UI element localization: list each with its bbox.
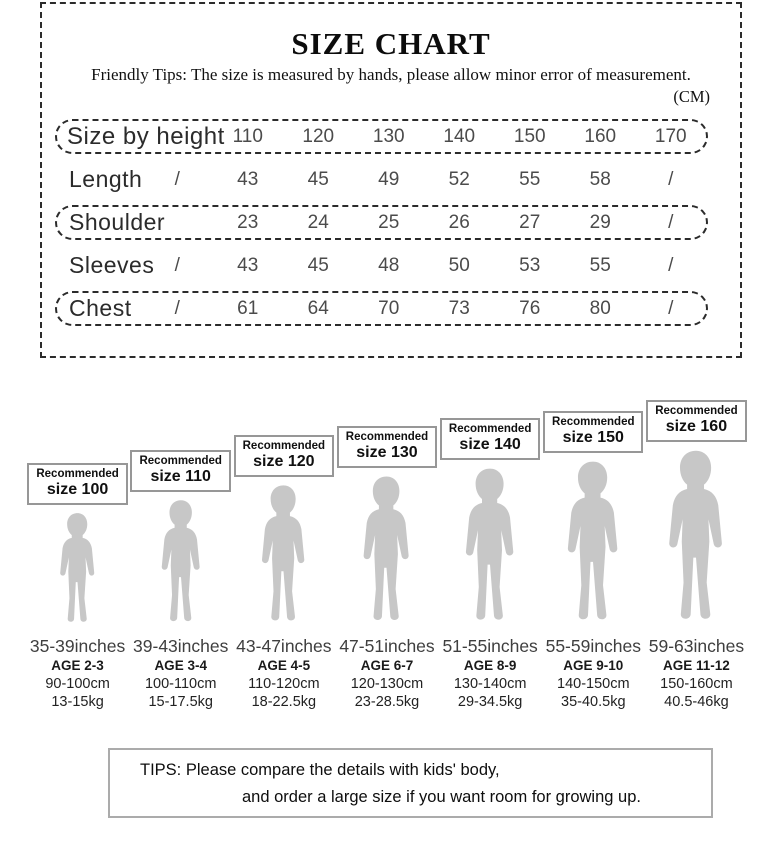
table-cell: 80 <box>589 297 611 319</box>
recommended-size-box <box>234 435 334 477</box>
size-label: size 110 <box>150 468 211 485</box>
height-cm: 140-150cm <box>557 676 630 692</box>
table-cell: 140 <box>443 125 476 147</box>
height-cm: 110-120cm <box>248 676 320 692</box>
table-cell: 55 <box>519 168 541 190</box>
size-label: size 100 <box>46 481 109 498</box>
weight-kg: 35-40.5kg <box>561 694 626 710</box>
child-silhouette-icon <box>359 475 414 627</box>
recommended-size-box <box>27 463 127 505</box>
figure-caption <box>30 636 125 708</box>
table-cell: 170 <box>654 125 687 147</box>
size-table-panel <box>40 2 742 358</box>
figure-caption <box>442 636 537 708</box>
height-cm: 120-130cm <box>350 676 424 692</box>
height-inches: 51-55inches <box>442 636 538 656</box>
height-inches: 59-63inches <box>648 636 745 656</box>
figure-column-size-140 <box>439 392 542 708</box>
table-cell: 43 <box>237 254 259 276</box>
table-cell: 76 <box>519 297 541 319</box>
table-row-length <box>55 162 708 197</box>
table-cell: 49 <box>378 168 400 190</box>
figure-caption <box>236 636 331 708</box>
row-label: Sleeves <box>69 252 155 278</box>
table-cell: 23 <box>237 211 259 233</box>
child-silhouette-icon <box>563 460 623 627</box>
table-row-size-by-height <box>55 119 708 154</box>
tips-box <box>108 748 713 818</box>
age-range: AGE 11-12 <box>663 658 730 673</box>
table-cell: / <box>174 297 180 319</box>
friendly-tips-text: Friendly Tips: The size is measured by hands, please allow minor error of measurement. <box>91 65 691 84</box>
weight-kg: 23-28.5kg <box>354 694 420 710</box>
height-inches: 43-47inches <box>236 636 332 656</box>
unit-label: (CM) <box>673 87 710 106</box>
figure-column-size-130 <box>335 392 438 708</box>
table-cell: 64 <box>307 297 329 319</box>
table-cell: 130 <box>372 125 405 147</box>
recommended-size-box <box>440 418 540 460</box>
size-label: size 130 <box>356 444 418 461</box>
table-cell: 160 <box>584 125 617 147</box>
weight-kg: 40.5-46kg <box>664 694 729 710</box>
recommended-label: Recommended <box>552 416 635 428</box>
table-cell: / <box>174 168 180 190</box>
size-label: size 150 <box>562 429 624 446</box>
table-row-shoulder <box>55 205 708 240</box>
table-cell: 110 <box>232 125 263 147</box>
child-silhouette-icon <box>158 499 204 627</box>
recommended-label: Recommended <box>36 468 119 480</box>
weight-kg: 13-15kg <box>51 694 104 710</box>
table-cell: 73 <box>448 297 470 319</box>
figure-column-size-110 <box>129 392 232 708</box>
height-cm: 150-160cm <box>660 676 733 692</box>
age-range: AGE 8-9 <box>463 658 517 673</box>
table-cell: 27 <box>519 211 541 233</box>
size-label: size 120 <box>253 453 315 470</box>
page-title: SIZE CHART <box>291 26 491 61</box>
recommended-size-box <box>337 426 437 468</box>
recommended-label: Recommended <box>345 431 429 443</box>
table-cell: 45 <box>307 168 329 190</box>
child-silhouette-icon <box>461 467 519 627</box>
weight-kg: 18-22.5kg <box>251 694 317 710</box>
child-silhouette-icon <box>664 449 728 627</box>
child-silhouette-icon <box>258 484 309 627</box>
height-inches: 35-39inches <box>29 636 126 656</box>
table-cell: 25 <box>378 211 400 233</box>
table-cell: 26 <box>448 211 470 233</box>
age-range: AGE 4-5 <box>257 658 311 673</box>
table-cell: / <box>668 168 674 190</box>
recommended-label: Recommended <box>448 423 532 435</box>
row-label: Shoulder <box>69 209 166 235</box>
figure-caption <box>649 636 744 708</box>
table-cell: 150 <box>513 125 546 147</box>
size-label: size 160 <box>665 418 728 435</box>
table-cell: 48 <box>378 254 400 276</box>
table-cell: / <box>668 254 674 276</box>
table-cell: 50 <box>448 254 470 276</box>
table-cell: 120 <box>302 125 335 147</box>
age-range: AGE 3-4 <box>154 658 207 673</box>
table-cell: 43 <box>237 168 259 190</box>
size-label: size 140 <box>459 436 521 453</box>
recommended-label: Recommended <box>655 405 738 417</box>
height-cm: 90-100cm <box>45 676 110 692</box>
table-row-chest <box>55 291 708 326</box>
height-cm: 130-140cm <box>453 676 527 692</box>
table-cell: 53 <box>519 254 541 276</box>
weight-kg: 29-34.5kg <box>457 694 523 710</box>
recommended-size-box <box>130 450 230 492</box>
age-range: AGE 6-7 <box>360 658 414 673</box>
age-range: AGE 9-10 <box>563 658 624 673</box>
tips-line-1: TIPS: Please compare the details with kids' body, <box>140 761 500 779</box>
table-cell: 29 <box>589 211 611 233</box>
weight-kg: 15-17.5kg <box>148 694 213 710</box>
recommended-label: Recommended <box>242 440 326 452</box>
figure-column-size-100 <box>26 392 129 708</box>
table-cell: 45 <box>307 254 329 276</box>
figure-column-size-120 <box>232 392 335 708</box>
row-label: Length <box>69 166 143 192</box>
height-inches: 39-43inches <box>133 636 229 656</box>
tips-line-2: and order a large size if you want room for growing up. <box>242 788 641 806</box>
table-cell: 55 <box>589 254 611 276</box>
table-cell: 61 <box>237 297 259 319</box>
recommended-size-box <box>646 400 746 442</box>
row-label: Size by height <box>67 122 225 150</box>
recommended-label: Recommended <box>139 455 222 467</box>
figure-caption <box>339 636 434 708</box>
table-cell: / <box>174 254 180 276</box>
age-range: AGE 2-3 <box>51 658 104 673</box>
table-cell: 70 <box>378 297 400 319</box>
figure-caption <box>546 636 641 708</box>
figure-caption <box>133 636 228 708</box>
table-row-sleeves <box>55 248 708 283</box>
table-cell: / <box>668 297 674 319</box>
table-cell: 52 <box>448 168 470 190</box>
figure-column-size-150 <box>542 392 645 708</box>
height-inches: 47-51inches <box>339 636 435 656</box>
table-cell: 24 <box>307 211 329 233</box>
height-inches: 55-59inches <box>545 636 641 656</box>
figures-section <box>26 392 748 708</box>
size-table <box>55 119 708 326</box>
row-label: Chest <box>69 295 132 321</box>
table-cell: 58 <box>589 168 611 190</box>
recommended-size-box <box>543 411 643 453</box>
table-cell: / <box>668 211 674 233</box>
figure-column-size-160 <box>645 392 748 708</box>
height-cm: 100-110cm <box>144 676 217 692</box>
child-silhouette-icon <box>57 512 98 627</box>
